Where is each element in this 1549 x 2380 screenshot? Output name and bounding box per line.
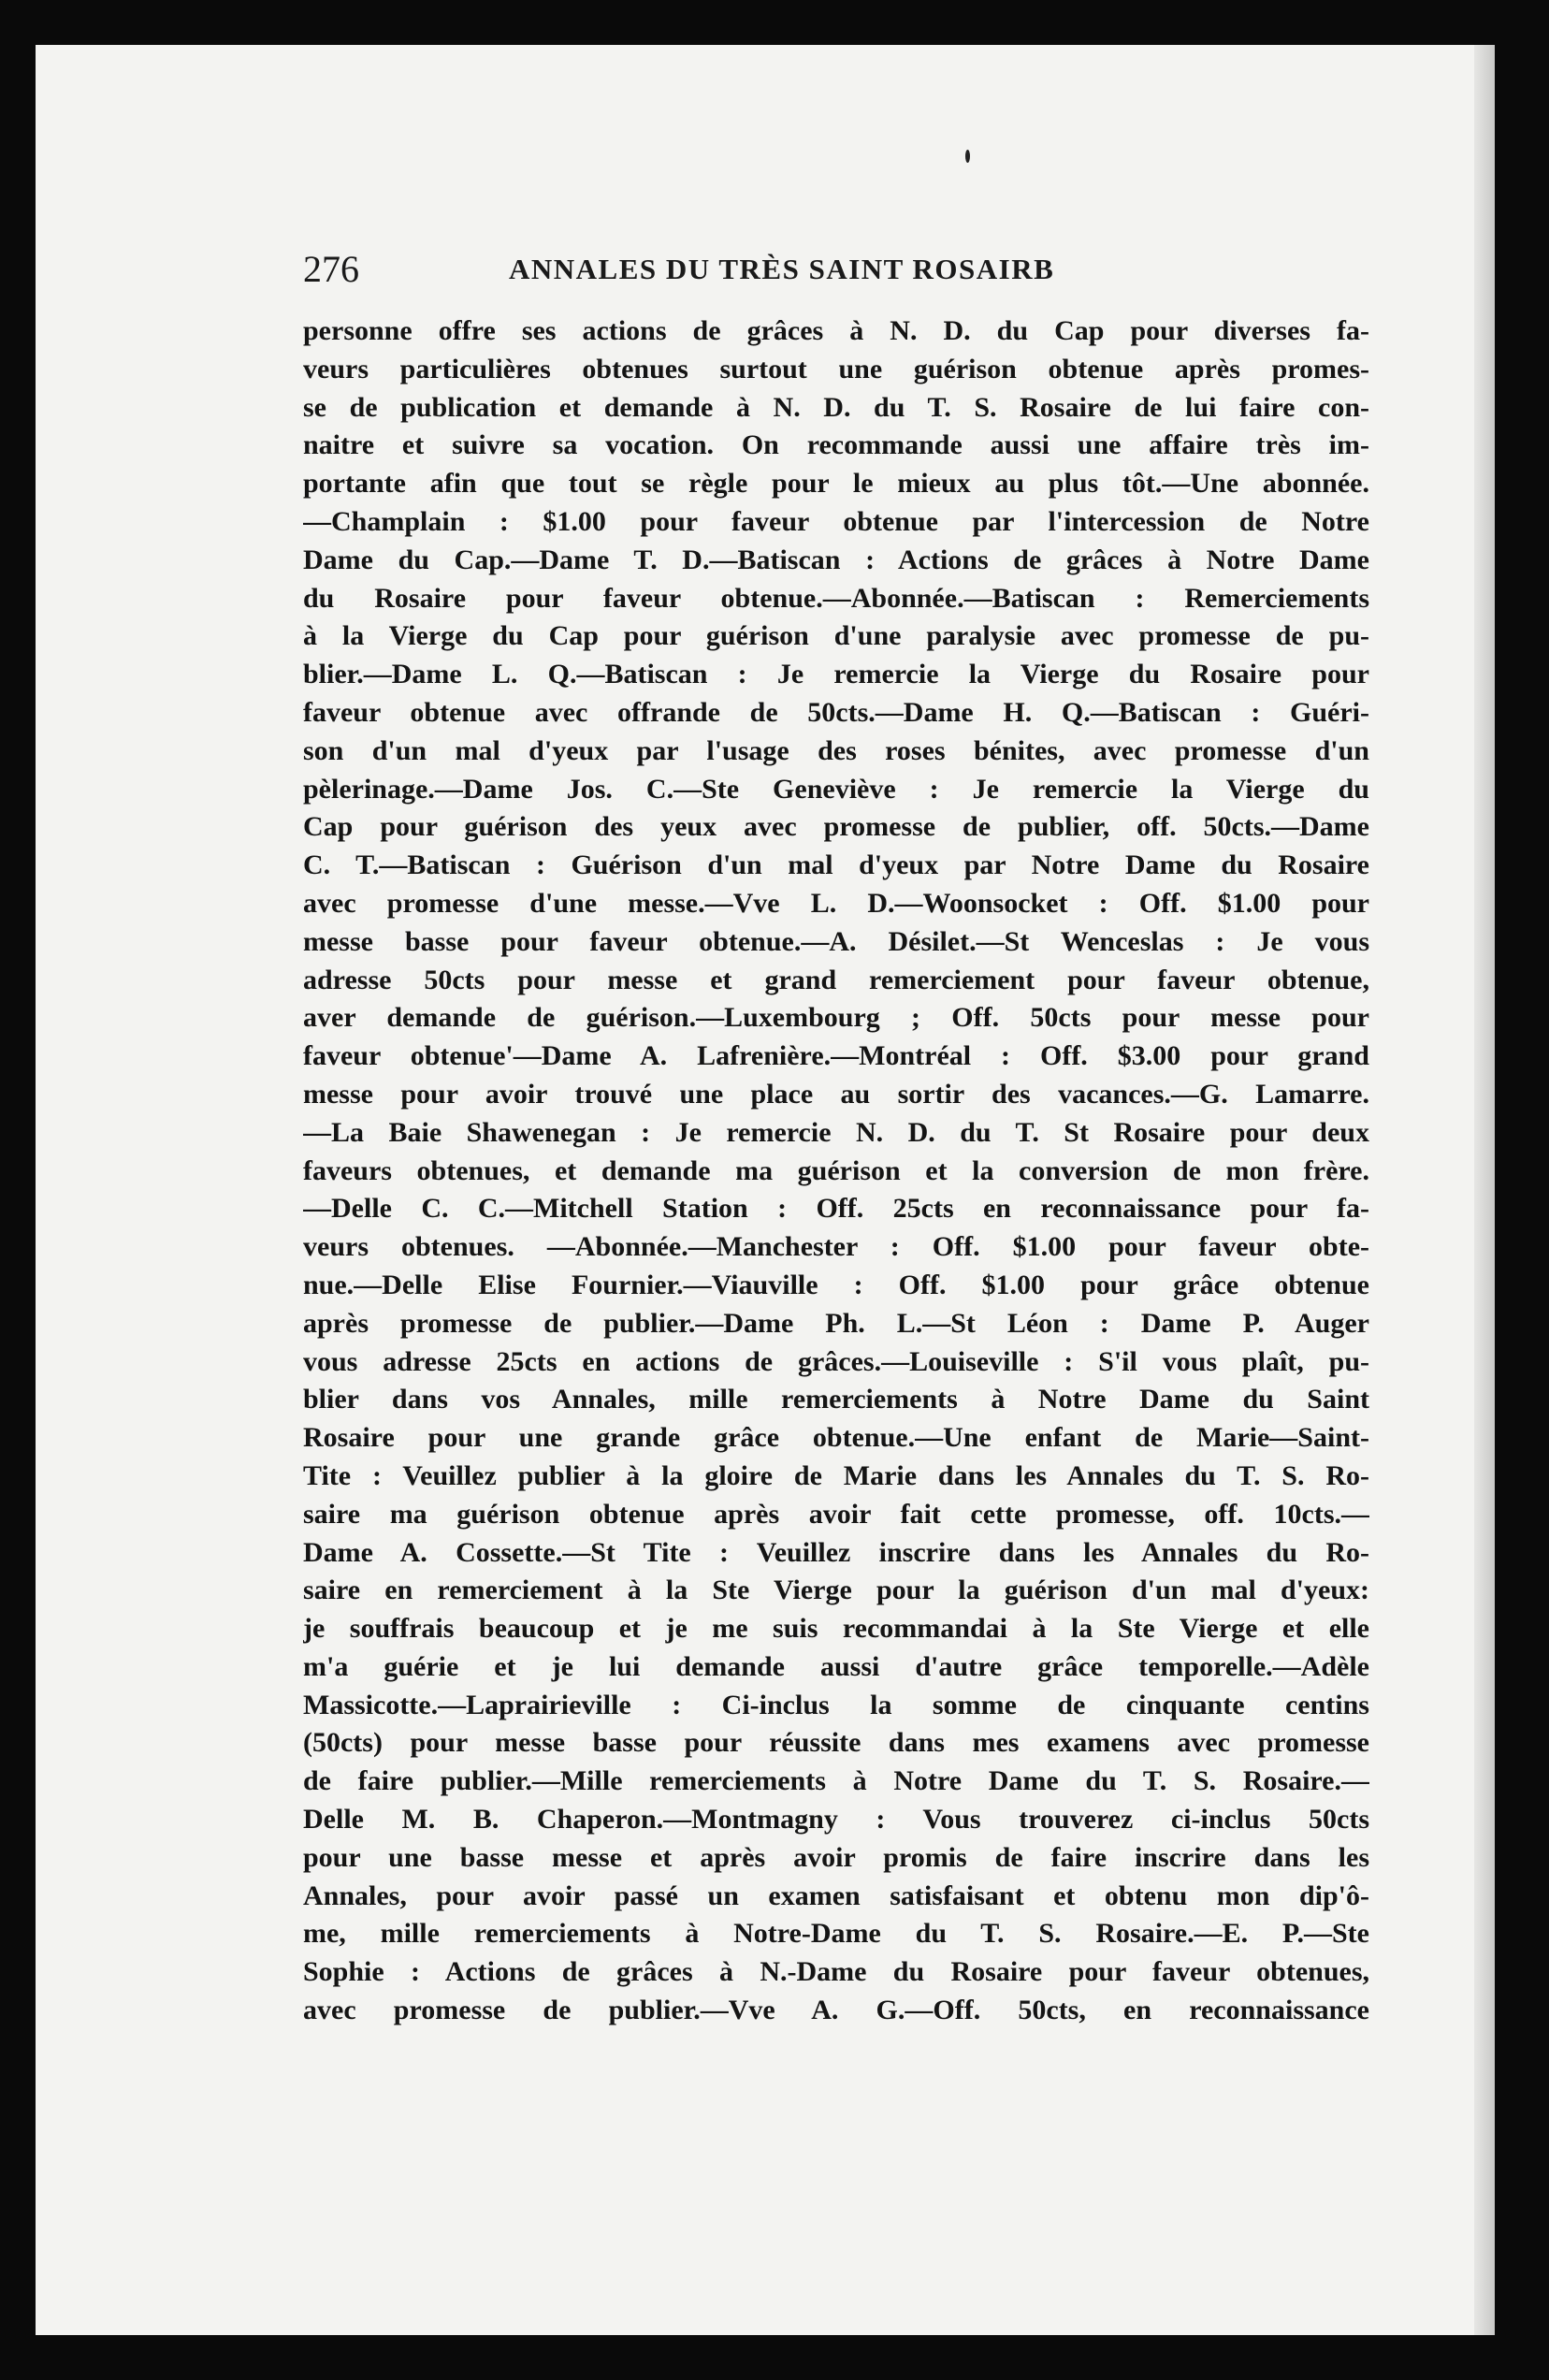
page-sheet (36, 45, 1495, 2335)
text-line: à la Vierge du Cap pour guérison d'une paralysie avec promesse de pu- (303, 620, 1369, 652)
text-line: pour une basse messe et après avoir promis de faire inscrire dans les (303, 1841, 1369, 1873)
ink-speck (965, 150, 970, 163)
text-line: Tite : Veuillez publier à la gloire de Marie dans les Annales du T. S. Ro- (303, 1459, 1369, 1491)
text-line: Dame du Cap.—Dame T. D.—Batiscan : Actions de grâces à Notre Dame (303, 544, 1369, 575)
text-line: Delle M. B. Chaperon.—Montmagny : Vous trouverez ci-inclus 50cts (303, 1804, 1369, 1836)
text-line: —Champlain : $1.00 pour faveur obtenue par l'intercession de Notre (303, 505, 1369, 537)
text-line: C. T.—Batiscan : Guérison d'un mal d'yeux par Notre Dame du Rosaire (303, 849, 1369, 881)
body-text (303, 312, 1369, 2030)
page-header (303, 241, 1369, 298)
text-line: (50cts) pour messe basse pour réussite dans mes examens avec promesse (303, 1727, 1369, 1759)
text-line: après promesse de publier.—Dame Ph. L.—St Léon : Dame P. Auger (303, 1307, 1369, 1339)
text-line: faveur obtenue avec offrande de 50cts.—Dame H. Q.—Batiscan : Guéri- (303, 696, 1369, 728)
text-line: veurs obtenues. —Abonnée.—Manchester : Off. $1.00 pour faveur obte- (303, 1231, 1369, 1263)
page-edge-shadow (1474, 45, 1495, 2335)
text-line: blier.—Dame L. Q.—Batiscan : Je remercie la Vierge du Rosaire pour (303, 659, 1369, 690)
text-line: messe basse pour faveur obtenue.—A. Désilet.—St Wenceslas : Je vous (303, 925, 1369, 957)
text-line: de faire publier.—Mille remerciements à Notre Dame du T. S. Rosaire.— (303, 1765, 1369, 1797)
text-line: Dame A. Cossette.—St Tite : Veuillez inscrire dans les Annales du Ro- (303, 1536, 1369, 1568)
text-line: Cap pour guérison des yeux avec promesse de publier, off. 50cts.—Dame (303, 811, 1369, 843)
text-line: du Rosaire pour faveur obtenue.—Abonnée.—Batiscan : Remerciements (303, 582, 1369, 614)
text-line: me, mille remerciements à Notre-Dame du T. S. Rosaire.—E. P.—Ste (303, 1918, 1369, 1950)
text-line: m'a guérie et je lui demande aussi d'autre grâce temporelle.—Adèle (303, 1650, 1369, 1682)
text-line: Sophie : Actions de grâces à N.-Dame du Rosaire pour faveur obtenues, (303, 1956, 1369, 1988)
text-line: se de publication et demande à N. D. du T. S. Rosaire de lui faire con- (303, 391, 1369, 423)
text-line: messe pour avoir trouvé une place au sortir des vacances.—G. Lamarre. (303, 1078, 1369, 1110)
text-line: faveurs obtenues, et demande ma guérison et la conversion de mon frère. (303, 1154, 1369, 1186)
text-line: portante afin que tout se règle pour le mieux au plus tôt.—Une abonnée. (303, 468, 1369, 500)
text-line: —La Baie Shawenegan : Je remercie N. D. du T. St Rosaire pour deux (303, 1116, 1369, 1148)
text-line: nue.—Delle Elise Fournier.—Viauville : Off. $1.00 pour grâce obtenue (303, 1269, 1369, 1300)
text-line: naitre et suivre sa vocation. On recommande aussi une affaire très im- (303, 429, 1369, 461)
text-line: avec promesse de publier.—Vve A. G.—Off. 50cts, en reconnaissance (303, 1995, 1369, 2026)
text-line: veurs particulières obtenues surtout une guérison obtenue après promes- (303, 353, 1369, 385)
text-line: personne offre ses actions de grâces à N. D. du Cap pour diverses fa- (303, 315, 1369, 346)
text-line: saire en remerciement à la Ste Vierge pour la guérison d'un mal d'yeux: (303, 1575, 1369, 1606)
text-line: pèlerinage.—Dame Jos. C.—Ste Geneviève : Je remercie la Vierge du (303, 773, 1369, 805)
text-line: saire ma guérison obtenue après avoir fait cette promesse, off. 10cts.— (303, 1498, 1369, 1530)
text-line: son d'un mal d'yeux par l'usage des roses bénites, avec promesse d'un (303, 734, 1369, 766)
text-line: adresse 50cts pour messe et grand remerciement pour faveur obtenue, (303, 964, 1369, 995)
text-line: Annales, pour avoir passé un examen satisfaisant et obtenu mon dip'ô- (303, 1879, 1369, 1911)
text-line: —Delle C. C.—Mitchell Station : Off. 25cts en reconnaissance pour fa- (303, 1193, 1369, 1225)
text-line: blier dans vos Annales, mille remerciements à Notre Dame du Saint (303, 1384, 1369, 1415)
text-line: vous adresse 25cts en actions de grâces.—Louiseville : S'il vous plaît, pu- (303, 1345, 1369, 1377)
text-line: avec promesse d'une messe.—Vve L. D.—Woonsocket : Off. $1.00 pour (303, 887, 1369, 919)
text-line: Rosaire pour une grande grâce obtenue.—Une enfant de Marie—Saint- (303, 1422, 1369, 1454)
page-number: 276 (303, 248, 359, 290)
text-line: faveur obtenue'—Dame A. Lafrenière.—Montréal : Off. $3.00 pour grand (303, 1040, 1369, 1072)
text-line: aver demande de guérison.—Luxembourg ; Off. 50cts pour messe pour (303, 1002, 1369, 1034)
running-title: ANNALES DU TRÈS SAINT ROSAIRB (509, 253, 1055, 285)
text-line: je souffrais beaucoup et je me suis recommandai à la Ste Vierge et elle (303, 1613, 1369, 1645)
text-line: Massicotte.—Laprairieville : Ci-inclus la somme de cinquante centins (303, 1689, 1369, 1720)
